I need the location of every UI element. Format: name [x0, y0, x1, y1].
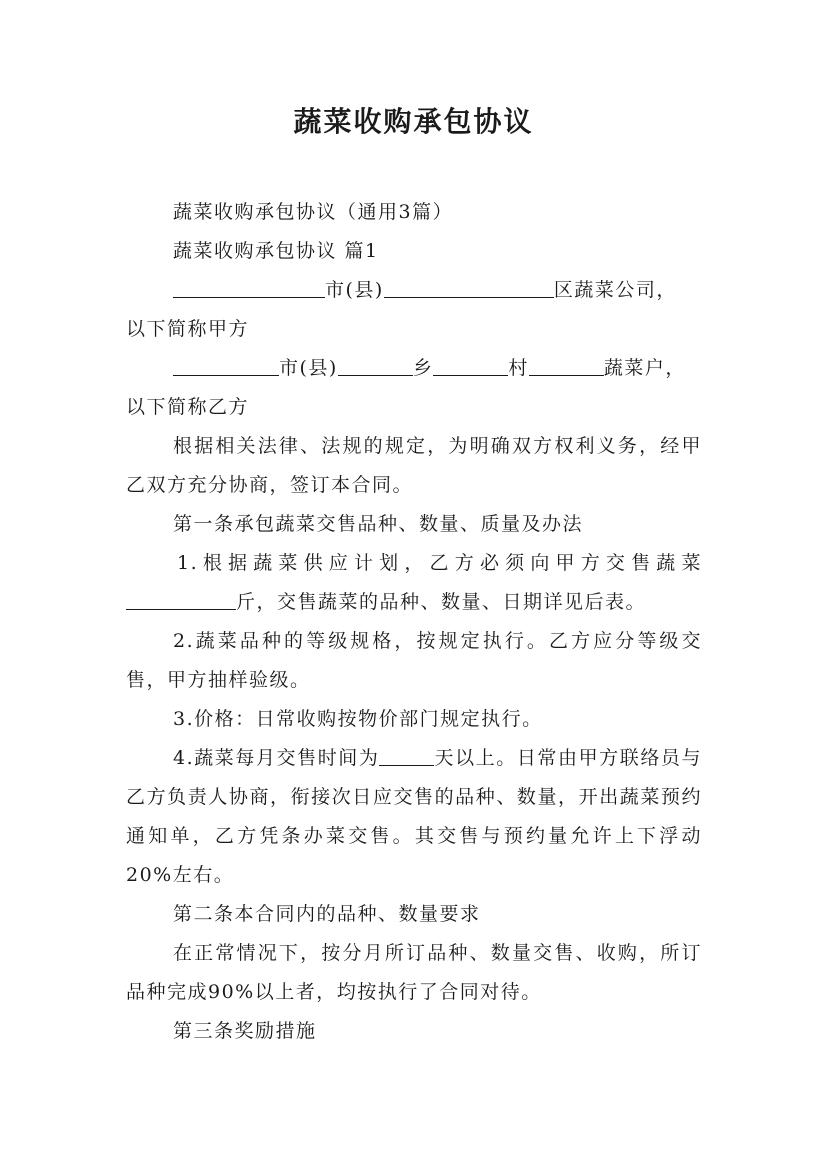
- article1-item1-after: 斤，交售蔬菜的品种、数量、日期详见后表。: [236, 591, 647, 613]
- article1-item4-after: 天以上。日常由甲方联络员与乙方负责人协商，衔接次日应交售的品种、数量，开出蔬菜预约通知单，乙方凭条办菜交售。其交售与预约量允许上下浮动20%左右。: [126, 747, 702, 886]
- blank-line: [173, 278, 325, 298]
- party-b-city: 市(县): [279, 357, 338, 379]
- article2-text: 在正常情况下，按分月所订品种、数量交售、收购，所订品种完成90%以上者，均按执行了合同对待。: [126, 942, 702, 1003]
- document-body: [126, 193, 702, 1051]
- document-subtitle: 蔬菜收购承包协议（通用3篇）: [173, 201, 454, 223]
- party-b-township: 乡: [412, 357, 434, 379]
- blank-line: [126, 590, 236, 610]
- blank-line: [173, 356, 279, 376]
- party-a-city: 市(县): [325, 279, 384, 301]
- article1-item4: [126, 739, 702, 895]
- blank-line: [529, 356, 604, 376]
- party-a-paragraph: [126, 271, 702, 349]
- article1-item1: [126, 544, 702, 622]
- party-b-alias: 以下简称乙方: [126, 396, 250, 418]
- document-title: 蔬菜收购承包协议: [293, 105, 534, 138]
- article3-heading: 第三条奖励措施: [173, 1020, 317, 1042]
- article2-heading: 第二条本合同内的品种、数量要求: [173, 903, 481, 925]
- party-a-alias: 以下简称甲方: [126, 318, 250, 340]
- article1-item4-before: 4.蔬菜每月交售时间为: [173, 747, 380, 769]
- article1-heading: 第一条承包蔬菜交售品种、数量、质量及办法: [173, 513, 584, 535]
- article1-item3: 3.价格：日常收购按物价部门规定执行。: [173, 708, 543, 730]
- article1-item1-before: 1.根据蔬菜供应计划，乙方必须向甲方交售蔬菜: [177, 552, 702, 574]
- preamble-paragraph: 根据相关法律、法规的规定，为明确双方权利义务，经甲乙双方充分协商，签订本合同。: [126, 435, 702, 496]
- blank-line: [379, 746, 434, 766]
- party-a-district: 区蔬菜公司，: [553, 279, 677, 301]
- party-b-household: 蔬菜户，: [603, 357, 686, 379]
- party-b-paragraph: [126, 349, 702, 427]
- blank-line: [433, 356, 508, 376]
- article1-item2: 2.蔬菜品种的等级规格，按规定执行。乙方应分等级交售，甲方抽样验级。: [126, 630, 702, 691]
- section-heading: 蔬菜收购承包协议 篇1: [173, 240, 379, 262]
- blank-line: [338, 356, 413, 376]
- blank-line: [384, 278, 554, 298]
- party-b-village: 村: [508, 357, 529, 379]
